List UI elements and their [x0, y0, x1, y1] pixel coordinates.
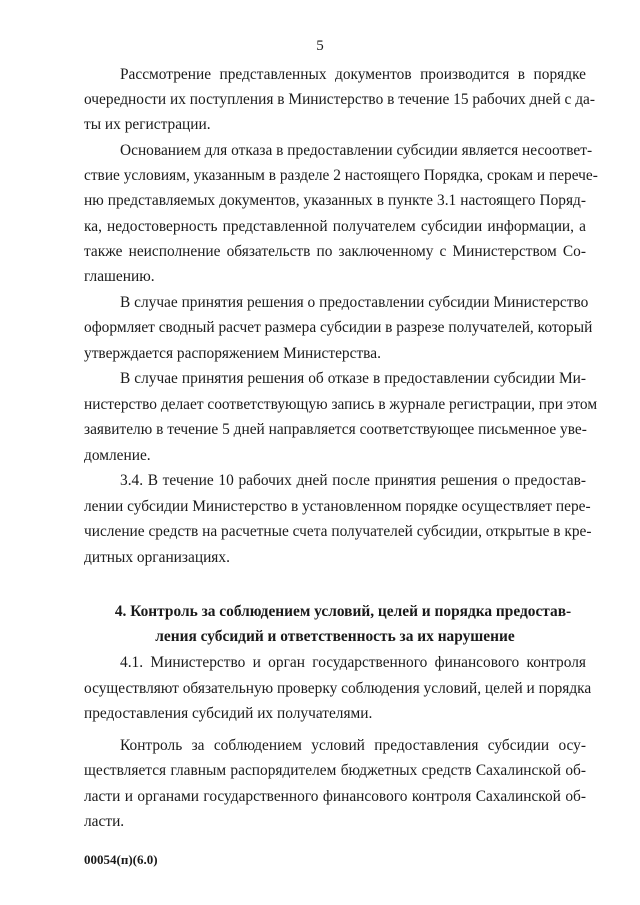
paragraph-line: утверждается распоряжением Министерства.: [84, 345, 381, 362]
paragraph-line: Контроль за соблюдением условий предоставления субсидии осу-: [120, 737, 586, 754]
paragraph-line: ка, недостоверность представленной получателем субсидии информации, а: [84, 218, 586, 235]
paragraph-line: ласти и органами государственного финансового контроля Сахалинской об-: [84, 788, 586, 805]
section-heading: 4. Контроль за соблюдением условий, целей и порядка предостав-: [114, 603, 572, 620]
paragraph-line: Рассмотрение представленных документов производится в порядке: [120, 66, 586, 83]
paragraph-line: также неисполнение обязательств по заключенному с Министерством Со-: [84, 243, 586, 260]
paragraph-line: домление.: [84, 447, 151, 464]
paragraph-line: В случае принятия решения о предоставлении субсидии Министерство: [120, 294, 589, 311]
paragraph-line: 3.4. В течение 10 рабочих дней после принятия решения о предостав-: [120, 472, 586, 489]
page-number: 5: [316, 38, 324, 54]
paragraph-line: осуществляют обязательную проверку соблюдения условий, целей и порядка: [84, 680, 592, 697]
paragraph-line: ласти.: [84, 813, 125, 830]
paragraph-line: нистерство делает соответствующую запись в журнале регистрации, при этом: [84, 396, 598, 413]
paragraph-line: предоставления субсидий их получателями.: [84, 705, 373, 722]
document-code: 00054(п)(6.0): [84, 852, 158, 867]
paragraph-line: дитных организациях.: [84, 549, 230, 566]
paragraph-line: ню представляемых документов, указанных в пункте 3.1 настоящего Поряд-: [84, 192, 586, 209]
paragraph-line: ствие условиям, указанным в разделе 2 настоящего Порядка, срокам и перече-: [84, 167, 598, 184]
paragraph-line: заявителю в течение 5 дней направляется соответствующее письменное уве-: [84, 421, 587, 438]
paragraph-line: числение средств на расчетные счета получателей субсидии, открытые в кре-: [84, 523, 592, 540]
paragraph-line: ты их регистрации.: [84, 116, 211, 133]
paragraph-line: Основанием для отказа в предоставлении субсидии является несоответ-: [120, 142, 593, 159]
section-heading: ления субсидий и ответственность за их нарушение: [155, 628, 515, 645]
paragraph-line: В случае принятия решения об отказе в предоставлении субсидии Ми-: [120, 370, 586, 387]
paragraph-line: 4.1. Министерство и орган государственного финансового контроля: [120, 654, 586, 671]
paragraph-line: лении субсидии Министерство в установленном порядке осуществляет пере-: [84, 498, 591, 515]
paragraph-line: ществляется главным распорядителем бюджетных средств Сахалинской об-: [84, 762, 586, 779]
paragraph-line: очередности их поступления в Министерство в течение 15 рабочих дней с да-: [84, 91, 595, 108]
paragraph-line: оформляет сводный расчет размера субсидии в разрезе получателей, который: [84, 319, 593, 336]
paragraph-line: глашению.: [84, 268, 155, 285]
